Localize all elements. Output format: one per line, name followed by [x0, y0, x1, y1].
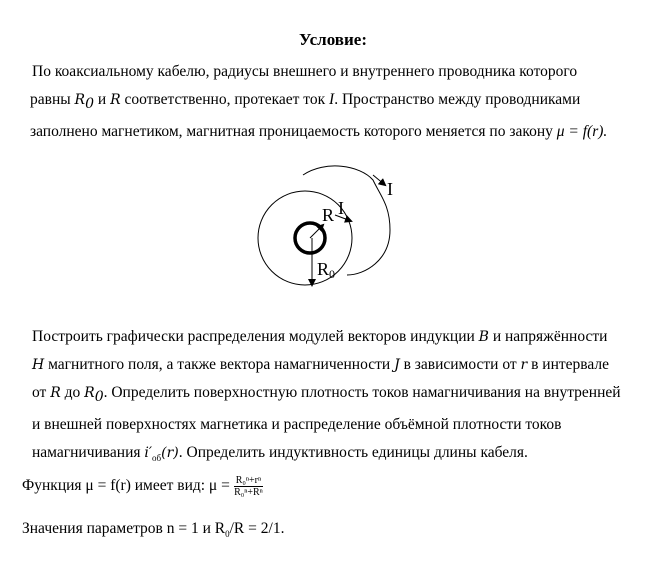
label-r: R — [322, 205, 335, 225]
label-i-outer: I — [387, 179, 393, 199]
page-title: Условие: — [299, 30, 367, 49]
coaxial-cable-diagram — [255, 165, 405, 300]
task-line-3: от R до $R_0$. Определить поверхностную плотность токов намагничивания на внутренней — [32, 384, 621, 406]
statement-line-1: По коаксиальному кабелю, радиусы внешнего и внутреннего проводника которого — [32, 63, 578, 80]
task-line-1: Построить графически распределения модулей векторов индукции B и напряжённости — [32, 328, 608, 345]
parameters-line: Значения параметров n = 1 и $R_0/R = 2/1$. — [22, 520, 285, 540]
mu-fraction: $\frac{\text{R₀ⁿ+rⁿ}}{\text{R₀ⁿ+Rⁿ}}$ — [234, 475, 263, 498]
label-r0: R — [317, 259, 330, 279]
function-line: Функция μ = f(r) имеет вид: μ = $\frac{\text{R₀ⁿ+rⁿ}}{\text{R₀ⁿ+Rⁿ}}$ — [22, 475, 263, 498]
label-i-inner: I — [338, 198, 344, 218]
task-line-2: H магнитного поля, а также вектора намагниченности J в зависимости от r в интервале — [32, 356, 610, 373]
label-r0-sub: 0 — [329, 267, 335, 281]
problem-statement — [30, 58, 642, 146]
radius-r-arrow — [310, 225, 323, 238]
statement-line-3: заполнено магнетиком, магнитная проницаемость которого меняется по закону μ = f(r). — [30, 123, 608, 141]
task-statement — [32, 323, 644, 472]
task-line-4: и внешней поверхностях магнетика и распределение объёмной плотности токов — [32, 416, 562, 434]
task-line-5: намагничивания $i'_{об}(r)$. Определить индуктивность единицы длины кабеля. — [32, 444, 528, 464]
statement-line-2: равны $R_0$ и R соответственно, протекает ток I. Пространство между проводниками — [30, 91, 581, 113]
cable-cross-section — [255, 165, 405, 295]
